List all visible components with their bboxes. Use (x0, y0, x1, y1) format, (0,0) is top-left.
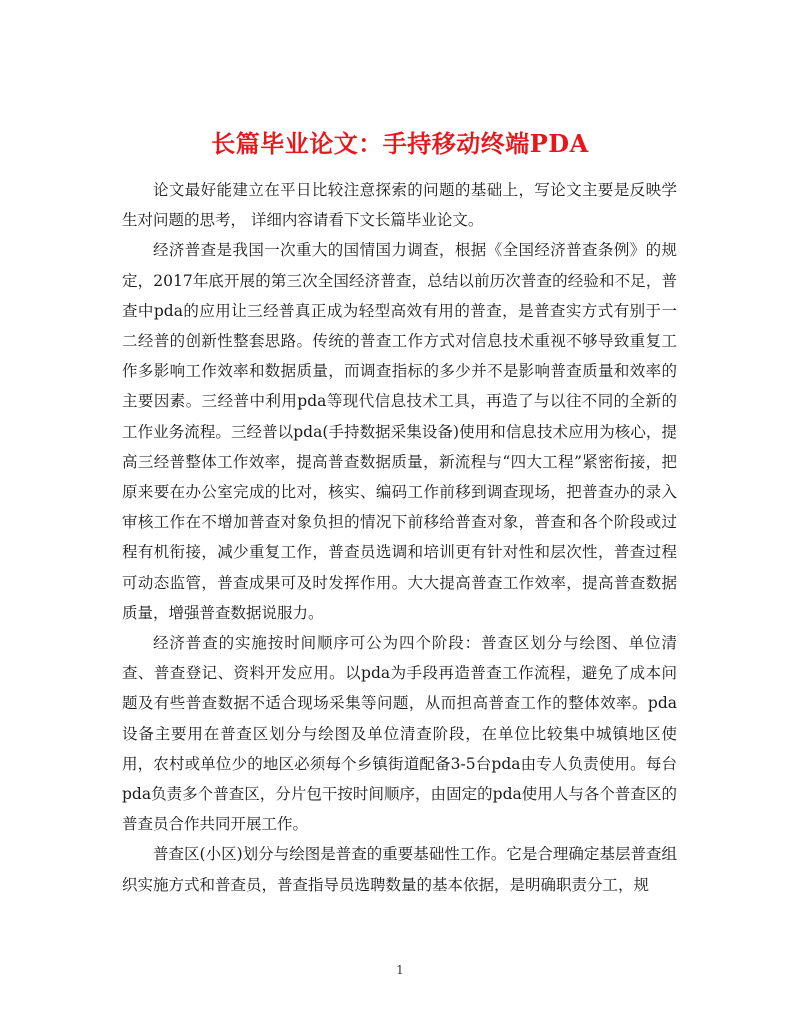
paragraph-intro: 论文最好能建立在平日比较注意探索的问题的基础上，写论文主要是反映学生对问题的思考， 详细内容请看下文长篇毕业论文。 (122, 181, 677, 230)
page-number: 1 (396, 963, 404, 977)
paragraph-census-overview: 经济普查是我国一次重大的国情国力调查，根据《全国经济普查条例》的规定，2017年底开展的第三次全国经济普查，总结以前历次普查的经验和不足，普查中pda的应用让三经普真正成为轻型高效有用的普查，是普查实方式有别于一二经普的创新性整套思路。传统的普查工作方式对信息技术重视不够导致重复工作多影响工作效率和数据质量，而调查指标的多少并不是影响普查质量和效率的主要因素。三经普中利用pda等现代信息技术工具，再造了与以往不同的全新的工作业务流程。三经普以pda(手持数据采集设备)使用和信息技术应用为核心，提高三经普整体工作效率，提高普查数据质量，新流程与“四大工程”紧密衔接，把原来要在办公室完成的比对，核实、编码工作前移到调查现场，把普查办的录入审核工作在不增加普查对象负担的情况下前移给普查对象，普查和各个阶段或过程有机衔接，减少重复工作，普查员选调和培训更有针对性和层次性，普查过程可动态监管，普查成果可及时发挥作用。大大提高普查工作效率，提高普查数据质量，增强普查数据说服力。 (122, 241, 677, 622)
paragraph-zoning-mapping: 普查区(小区)划分与绘图是普查的重要基础性工作。它是合理确定基层普查组织实施方式和普查员，普查指导员选聘数量的基本依据，是明确职责分工，规 (122, 845, 677, 894)
paragraph-census-stages: 经济普查的实施按时间顺序可公为四个阶段：普查区划分与绘图、单位清查、普查登记、资料开发应用。以pda为手段再造普查工作流程，避免了成本问题及有些普查数据不适合现场采集等问题，从而担高普查工作的整体效率。pda设备主要用在普查区划分与绘图及单位清查阶段，在单位比较集中城镇地区使用，农村或单位少的地区必须每个乡镇街道配备3-5台pda由专人负责使用。每台pda负责多个普查区，分片包干按时间顺序，由固定的pda使用人与各个普查区的普查员合作共同开展工作。 (122, 634, 677, 834)
document-title: 长篇毕业论文：手持移动终端PDA (211, 129, 589, 159)
document-body (122, 175, 677, 900)
